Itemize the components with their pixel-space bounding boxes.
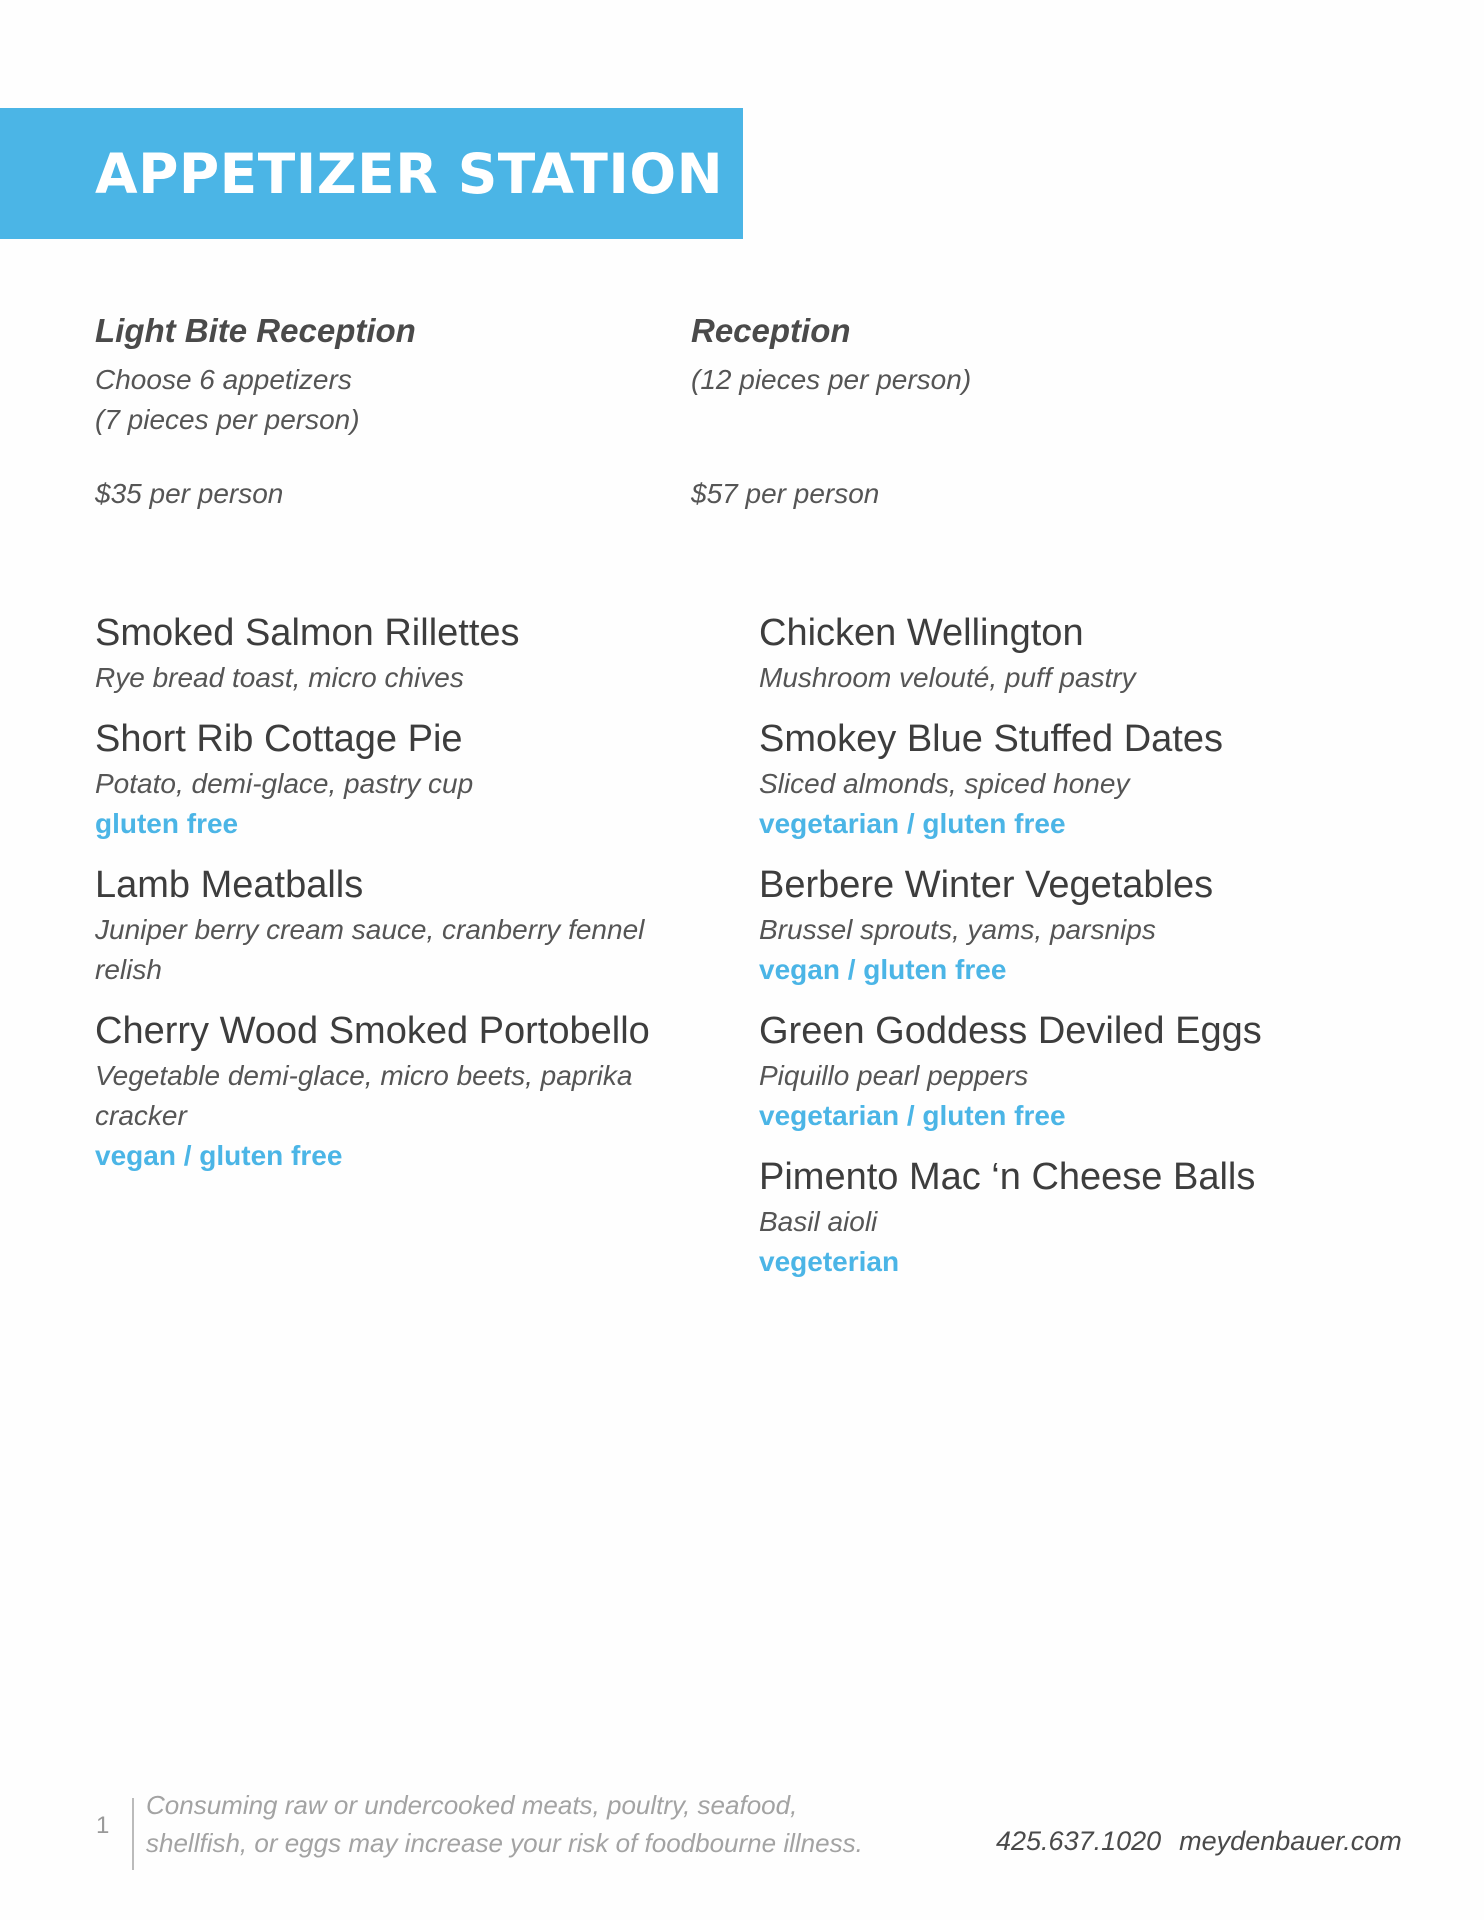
item-description: Brussel sprouts, yams, parsnips [759, 914, 1156, 945]
contact-info [996, 1826, 1402, 1857]
item-name: Berbere Winter Vegetables [759, 864, 1214, 906]
package-reception [691, 308, 1251, 400]
menu-item [95, 860, 695, 990]
package-price: $35 per person [95, 478, 284, 509]
item-name: Green Goddess Deviled Eggs [759, 1010, 1262, 1052]
website-link[interactable]: meydenbauer.com [1179, 1826, 1402, 1856]
menu-item [759, 714, 1399, 844]
menu-item [95, 1006, 695, 1176]
package-light-bite [95, 308, 655, 440]
dietary-tag: gluten free [95, 808, 239, 839]
item-name: Short Rib Cottage Pie [95, 718, 463, 760]
menu-column-right [759, 608, 1399, 1298]
item-description: Basil aioli [759, 1206, 878, 1237]
item-description: Rye bread toast, micro chives [95, 662, 464, 693]
menu-item [759, 608, 1399, 698]
page-title: APPETIZER STATION [95, 141, 724, 206]
package-title: Light Bite Reception [95, 312, 416, 349]
item-description: Vegetable demi-glace, micro beets, paprika cracker [95, 1060, 633, 1131]
item-name: Chicken Wellington [759, 612, 1084, 654]
item-name: Cherry Wood Smoked Portobello [95, 1010, 650, 1052]
package-title: Reception [691, 312, 851, 349]
package-price: $57 per person [691, 478, 880, 509]
page-number: 1 [96, 1812, 110, 1839]
item-name: Smoked Salmon Rillettes [95, 612, 520, 654]
dietary-tag: vegan / gluten free [759, 954, 1007, 985]
item-description: Mushroom velouté, puff pastry [759, 662, 1136, 693]
footer-divider [132, 1798, 134, 1870]
item-name: Smokey Blue Stuffed Dates [759, 718, 1223, 760]
package-detail: (12 pieces per person) [691, 364, 972, 395]
menu-item [95, 608, 695, 698]
title-banner [0, 108, 743, 239]
disclaimer-line: Consuming raw or undercooked meats, poultry, seafood, [146, 1790, 798, 1820]
disclaimer-line: shellfish, or eggs may increase your risk of foodbourne illness. [146, 1828, 863, 1858]
menu-item [759, 860, 1399, 990]
menu-item [759, 1006, 1399, 1136]
item-description: Potato, demi-glace, pastry cup [95, 768, 474, 799]
health-disclaimer [146, 1786, 936, 1862]
menu-column-left [95, 608, 695, 1192]
item-description: Juniper berry cream sauce, cranberry fennel relish [95, 914, 645, 985]
menu-item [759, 1152, 1399, 1282]
package-detail: (7 pieces per person) [95, 404, 360, 435]
package-detail: Choose 6 appetizers [95, 364, 352, 395]
dietary-tag: vegetarian / gluten free [759, 1100, 1066, 1131]
page-footer [0, 1786, 1484, 1866]
dietary-tag: vegeterian [759, 1246, 900, 1277]
item-description: Sliced almonds, spiced honey [759, 768, 1130, 799]
dietary-tag: vegetarian / gluten free [759, 808, 1066, 839]
dietary-tag: vegan / gluten free [95, 1140, 343, 1171]
item-name: Lamb Meatballs [95, 864, 364, 906]
item-description: Piquillo pearl peppers [759, 1060, 1029, 1091]
phone-number[interactable]: 425.637.1020 [996, 1826, 1162, 1856]
menu-item [95, 714, 695, 844]
item-name: Pimento Mac ‘n Cheese Balls [759, 1156, 1256, 1198]
